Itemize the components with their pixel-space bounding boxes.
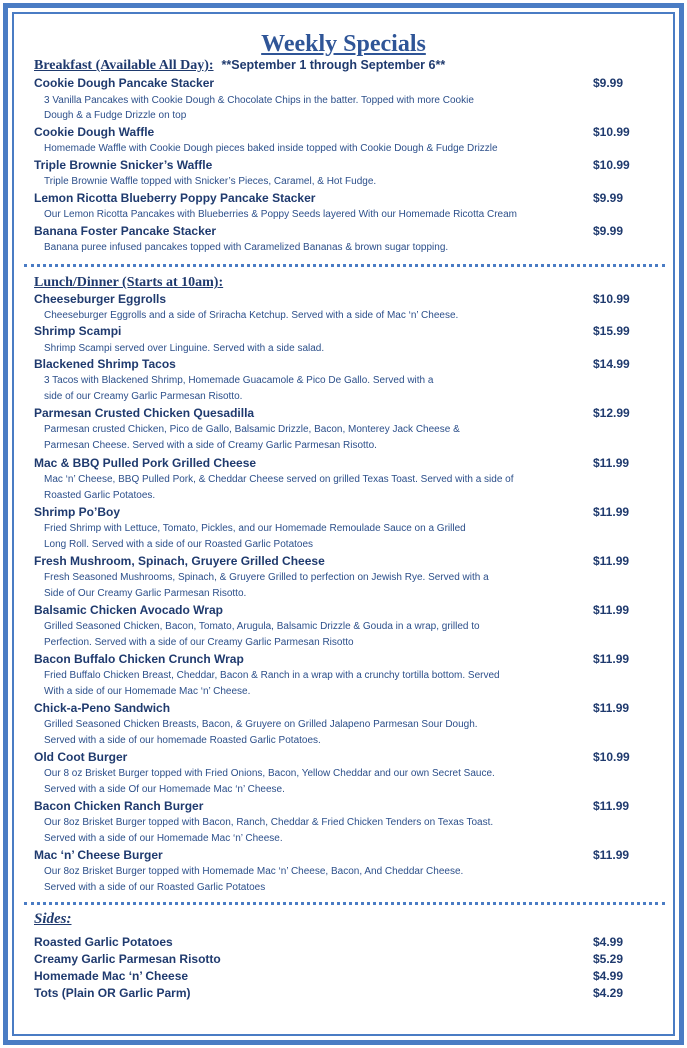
breakfast-header-label: Breakfast (Available All Day):: [34, 58, 214, 73]
side-item-name: Creamy Garlic Parmesan Risotto: [34, 952, 221, 966]
menu-item-desc: Served with a side Of our Homemade Mac ‘n’ Cheese.: [44, 784, 285, 795]
side-item-name: Roasted Garlic Potatoes: [34, 935, 173, 949]
menu-item-name: Banana Foster Pancake Stacker: [34, 224, 217, 238]
menu-item-name: Mac ‘n’ Cheese Burger: [34, 848, 163, 862]
menu-item-name: Mac & BBQ Pulled Pork Grilled Cheese: [34, 456, 257, 470]
section-divider: [24, 902, 665, 905]
menu-item-name: Cheeseburger Eggrolls: [34, 292, 167, 306]
page-title: Weekly Specials: [261, 31, 426, 57]
menu-item-price: $11.99: [593, 848, 630, 862]
menu-item-desc: Cheeseburger Eggrolls and a side of Sriracha Ketchup. Served with a side of Mac ‘n’ Cheese.: [44, 310, 459, 321]
menu-item-desc: With a side of our Homemade Mac ‘n’ Cheese.: [44, 686, 251, 697]
menu-item-desc: Shrimp Scampi served over Linguine. Served with a side salad.: [44, 343, 325, 354]
menu-item-price: $11.99: [593, 652, 630, 666]
menu-item-desc: 3 Vanilla Pancakes with Cookie Dough & Chocolate Chips in the batter. Topped with more Cookie: [44, 95, 474, 106]
menu-item-desc: Fresh Seasoned Mushrooms, Spinach, & Gruyere Grilled to perfection on Jewish Rye. Served with a: [44, 572, 489, 583]
menu-item-desc: 3 Tacos with Blackened Shrimp, Homemade Guacamole & Pico De Gallo. Served with a: [44, 375, 434, 386]
menu-item-name: Bacon Buffalo Chicken Crunch Wrap: [34, 652, 244, 666]
menu-item-name: Old Coot Burger: [34, 750, 128, 764]
menu-item-desc: Served with a side of our homemade Roasted Garlic Potatoes.: [44, 735, 321, 746]
menu-item-desc: Mac ‘n’ Cheese, BBQ Pulled Pork, & Cheddar Cheese served on grilled Texas Toast. Served with a side of: [44, 474, 514, 485]
menu-item-price: $14.99: [593, 357, 630, 371]
menu-item-desc: Dough & a Fudge Drizzle on top: [44, 110, 187, 121]
menu-item-price: $10.99: [593, 292, 630, 306]
menu-item-desc: Roasted Garlic Potatoes.: [44, 490, 156, 501]
menu-item-desc: Parmesan crusted Chicken, Pico de Gallo, Balsamic Drizzle, Bacon, Monterey Jack Cheese &: [44, 424, 460, 435]
menu-item-name: Fresh Mushroom, Spinach, Gruyere Grilled Cheese: [34, 554, 325, 568]
menu-item-name: Cookie Dough Waffle: [34, 125, 155, 139]
menu-item-price: $9.99: [593, 191, 624, 205]
side-item-name: Tots (Plain OR Garlic Parm): [34, 986, 191, 1000]
menu-item-desc: Long Roll. Served with a side of our Roasted Garlic Potatoes: [44, 539, 314, 550]
menu-item-desc: Fried Buffalo Chicken Breast, Cheddar, Bacon & Ranch in a wrap with a crunchy tortilla bottom. Served: [44, 670, 500, 681]
menu-item-desc: Parmesan Cheese. Served with a side of Creamy Garlic Parmesan Risotto.: [44, 440, 377, 451]
side-item-price: $4.99: [593, 935, 624, 949]
menu-item-desc: Homemade Waffle with Cookie Dough pieces baked inside topped with Cookie Dough & Fudge Drizzle: [44, 143, 498, 154]
menu-item-desc: Served with a side of our Homemade Mac ‘n’ Cheese.: [44, 833, 283, 844]
menu-item-name: Lemon Ricotta Blueberry Poppy Pancake Stacker: [34, 191, 316, 205]
menu-item-desc: Fried Shrimp with Lettuce, Tomato, Pickles, and our Homemade Remoulade Sauce on a Grilled: [44, 523, 466, 534]
menu-item-desc: Our Lemon Ricotta Pancakes with Blueberries & Poppy Seeds layered With our Homemade Ricotta Cream: [44, 209, 517, 220]
menu-item-name: Triple Brownie Snicker’s Waffle: [34, 158, 213, 172]
menu-item-price: $10.99: [593, 158, 630, 172]
breakfast-date-note: **September 1 through September 6**: [221, 58, 446, 72]
menu-item-price: $10.99: [593, 125, 630, 139]
menu-item-price: $9.99: [593, 224, 624, 238]
menu-item-name: Balsamic Chicken Avocado Wrap: [34, 603, 223, 617]
sides-header: Sides:: [34, 911, 72, 927]
menu-item-desc: Triple Brownie Waffle topped with Snicker’s Pieces, Caramel, & Hot Fudge.: [44, 176, 377, 187]
menu-item-desc: side of our Creamy Garlic Parmesan Risotto.: [44, 391, 243, 402]
menu-item-price: $9.99: [593, 76, 624, 90]
lunch-dinner-header: Lunch/Dinner (Starts at 10am):: [34, 275, 224, 290]
menu-item-desc: Our 8 oz Brisket Burger topped with Fried Onions, Bacon, Yellow Cheddar and our own Secret Sauce.: [44, 768, 495, 779]
menu-item-price: $10.99: [593, 750, 630, 764]
menu-item-desc: Our 8oz Brisket Burger topped with Bacon, Ranch, Cheddar & Fried Chicken Tenders on Texas Toast.: [44, 817, 494, 828]
menu-item-desc: Our 8oz Brisket Burger topped with Homemade Mac ‘n’ Cheese, Bacon, And Cheddar Cheese.: [44, 866, 464, 877]
menu-item-desc: Served with a side of our Roasted Garlic Potatoes: [44, 882, 266, 893]
menu-item-desc: Banana puree infused pancakes topped with Caramelized Bananas & brown sugar topping.: [44, 242, 449, 253]
menu-item-price: $11.99: [593, 603, 630, 617]
menu-item-name: Cookie Dough Pancake Stacker: [34, 76, 215, 90]
side-item-name: Homemade Mac ‘n’ Cheese: [34, 969, 189, 983]
section-divider: [24, 264, 665, 267]
menu-item-price: $15.99: [593, 324, 630, 338]
menu-item-name: Bacon Chicken Ranch Burger: [34, 799, 204, 813]
menu-item-name: Shrimp Scampi: [34, 324, 122, 338]
menu-item-price: $11.99: [593, 505, 630, 519]
side-item-price: $5.29: [593, 952, 624, 966]
menu-item-price: $12.99: [593, 406, 630, 420]
menu-item-desc: Perfection. Served with a side of our Creamy Garlic Parmesan Risotto: [44, 637, 354, 648]
menu-item-name: Parmesan Crusted Chicken Quesadilla: [34, 406, 255, 420]
menu-item-desc: Side of Our Creamy Garlic Parmesan Risotto.: [44, 588, 247, 599]
menu-item-name: Chick-a-Peno Sandwich: [34, 701, 171, 715]
menu-item-desc: Grilled Seasoned Chicken Breasts, Bacon, & Gruyere on Grilled Jalapeno Parmesan Sour Dough.: [44, 719, 478, 730]
menu-item-price: $11.99: [593, 701, 630, 715]
menu-item-price: $11.99: [593, 456, 630, 470]
menu-item-price: $11.99: [593, 799, 630, 813]
menu-item-desc: Grilled Seasoned Chicken, Bacon, Tomato, Arugula, Balsamic Drizzle & Gouda in a wrap, grilled to: [44, 621, 480, 632]
menu-item-name: Blackened Shrimp Tacos: [34, 357, 176, 371]
side-item-price: $4.29: [593, 986, 624, 1000]
breakfast-header: [34, 57, 445, 74]
menu-item-name: Shrimp Po’Boy: [34, 505, 121, 519]
side-item-price: $4.99: [593, 969, 624, 983]
menu-item-price: $11.99: [593, 554, 630, 568]
